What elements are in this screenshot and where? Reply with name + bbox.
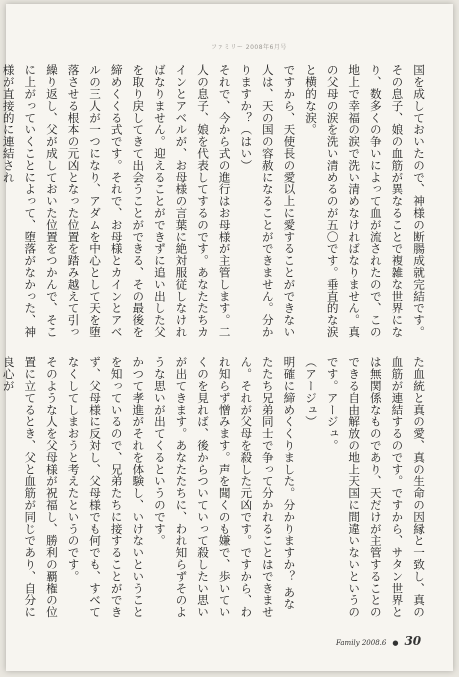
paragraph: （アージュ） — [304, 356, 319, 428]
paragraph: 明確に締めくくりました。分かりますか？ あなたたち兄弟同士で争って分かれることはできません。それが父母を殺した元凶です。ですから、われ知らず憎みます。声を聞くのも嫌で、歩いていくのを見れば、後からついていって殺したい思いが出てきます。あなたたちに、われ知らずそのような思いが出てくるというのです。 — [152, 356, 297, 618]
page-footer — [336, 634, 421, 648]
paragraph: 国を成しておいたので、神様の断腸成就完結です。その息子、娘の血筋が異なることで複雑な世界になり、数多くの争いによって血が流されたので、この地上で幸福の涙で洗い清めなければなりません。真の父母の涙を洗い清めるのが五〇です。垂直的な涙と横的な涙。 — [304, 64, 426, 338]
footer-bullet-icon: ● — [392, 639, 399, 647]
page-number: 30 — [404, 634, 422, 648]
document-page — [1, 4, 453, 671]
text-column-bottom — [1, 356, 429, 618]
paragraph: ですから、天使長の愛以上に愛することができない人は、天の国の容赦になることができません。分かりますか？（はい） — [239, 64, 297, 338]
paragraph: そのような人を父母様が祝福し、勝利の覇権の位置に立てるとき、父と血筋が同じであり、自分に良心が — [1, 356, 59, 618]
running-head: ファミリー 2008年6月号 — [211, 44, 287, 51]
text-column-top — [1, 64, 429, 348]
paragraph: それで、今から式の進行はお母様が主管します。二人の息子、娘を代表してするのです。あなたたちカインとアベルが、お母様の言葉に絶対服従しなければなりません。迎えることができずに追い出した父を取り戻してきて出会うことができる、その最後を締めくくる式です。それで、お母様とカインとアベルの三人が一つになり、アダムを中心として天を堕落させる根本の元凶となった位置を踏み越えて引っ繰り返し、父が成しておいた位置をつかんで、そこに上がっていくことによって、堕落がなかった、神様が直接的に連結され — [1, 64, 232, 338]
paragraph: かつて孝進がそれを体験し、いけないということを知っているので、兄弟たちに接することができず、父母様に反対し、父母様でも何でも、すべてなくしてしまおうと考えたというのです。 — [66, 356, 146, 618]
magazine-name: Family 2008.6 — [336, 639, 387, 647]
paragraph: た血統と真の愛、真の生命の因縁と一致し、真の血筋が連結するのです。ですから、サタン世界とは無関係なものであり、天だけが主管することのできる自由解放の地上天国に間違いないというのです。アージュ。 — [325, 356, 426, 618]
